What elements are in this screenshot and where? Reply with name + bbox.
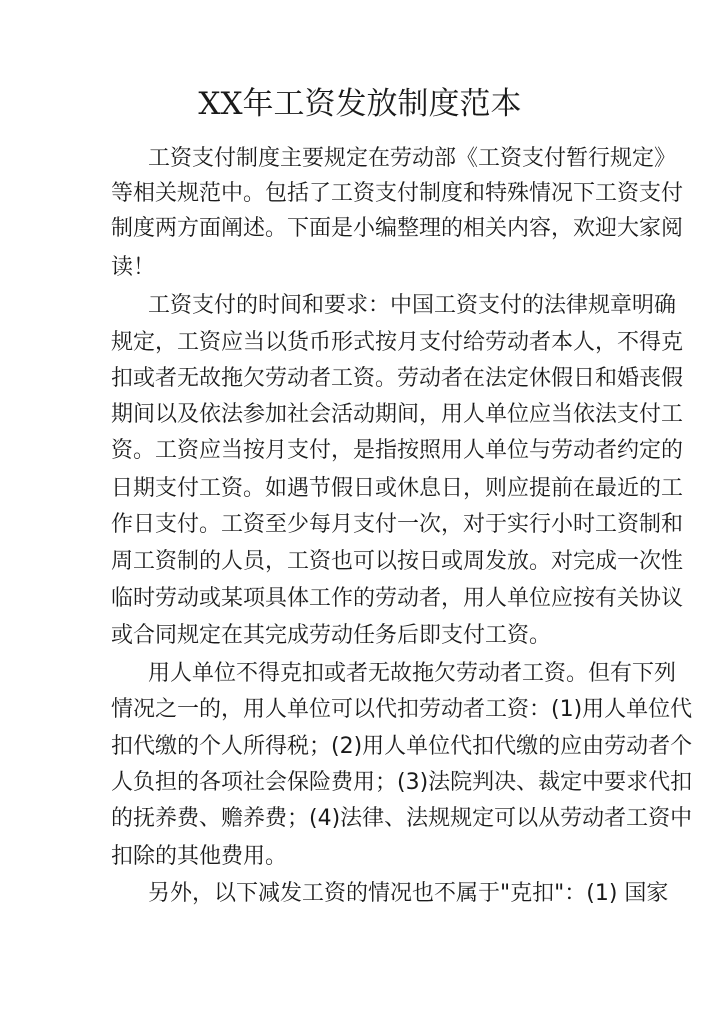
paragraph-line: 另外，以下减发工资的情况也不属于"克扣"：(1) 国家 [148, 881, 669, 906]
paragraph-line: 临时劳动或某项具体工作的劳动者，用人单位应按有关协议 [111, 586, 684, 611]
document-title: XX年工资发放制度范本 [198, 86, 522, 122]
paragraph-line: 读！ [111, 255, 156, 280]
paragraph-line: 情况之一的，用人单位可以代扣劳动者工资：(1)用人单位代 [111, 697, 693, 722]
paragraph-line: 扣或者无故拖欠劳动者工资。劳动者在法定休假日和婚丧假 [111, 366, 684, 391]
paragraph-line: 周工资制的人员，工资也可以按日或周发放。对完成一次性 [111, 549, 684, 574]
paragraph-line: 期间以及依法参加社会活动期间，用人单位应当依法支付工 [111, 402, 684, 427]
paragraph-line: 制度两方面阐述。下面是小编整理的相关内容，欢迎大家阅 [111, 216, 684, 241]
paragraph-line: 工资支付制度主要规定在劳动部《工资支付暂行规定》 [148, 146, 677, 171]
paragraph-line: 人负担的各项社会保险费用；(3)法院判决、裁定中要求代扣 [111, 770, 693, 795]
paragraph-line: 的抚养费、赡养费；(4)法律、法规规定可以从劳动者工资中 [111, 806, 693, 831]
paragraph-line: 等相关规范中。包括了工资支付制度和特殊情况下工资支付 [111, 181, 684, 206]
paragraph-line: 工资支付的时间和要求：中国工资支付的法律规章明确 [148, 293, 677, 318]
paragraph-line: 日期支付工资。如遇节假日或休息日，则应提前在最近的工 [111, 476, 684, 501]
paragraph-line: 资。工资应当按月支付，是指按照用人单位与劳动者约定的 [111, 438, 684, 463]
paragraph-line: 规定，工资应当以货币形式按月支付给劳动者本人，不得克 [111, 330, 684, 355]
paragraph-line: 扣代缴的个人所得税；(2)用人单位代扣代缴的应由劳动者个 [111, 734, 693, 759]
paragraph-line: 作日支付。工资至少每月支付一次，对于实行小时工资制和 [111, 512, 684, 537]
paragraph-line: 或合同规定在其完成劳动任务后即支付工资。 [111, 623, 552, 648]
paragraph-line: 用人单位不得克扣或者无故拖欠劳动者工资。但有下列 [148, 661, 677, 686]
paragraph-line: 扣除的其他费用。 [111, 844, 288, 869]
